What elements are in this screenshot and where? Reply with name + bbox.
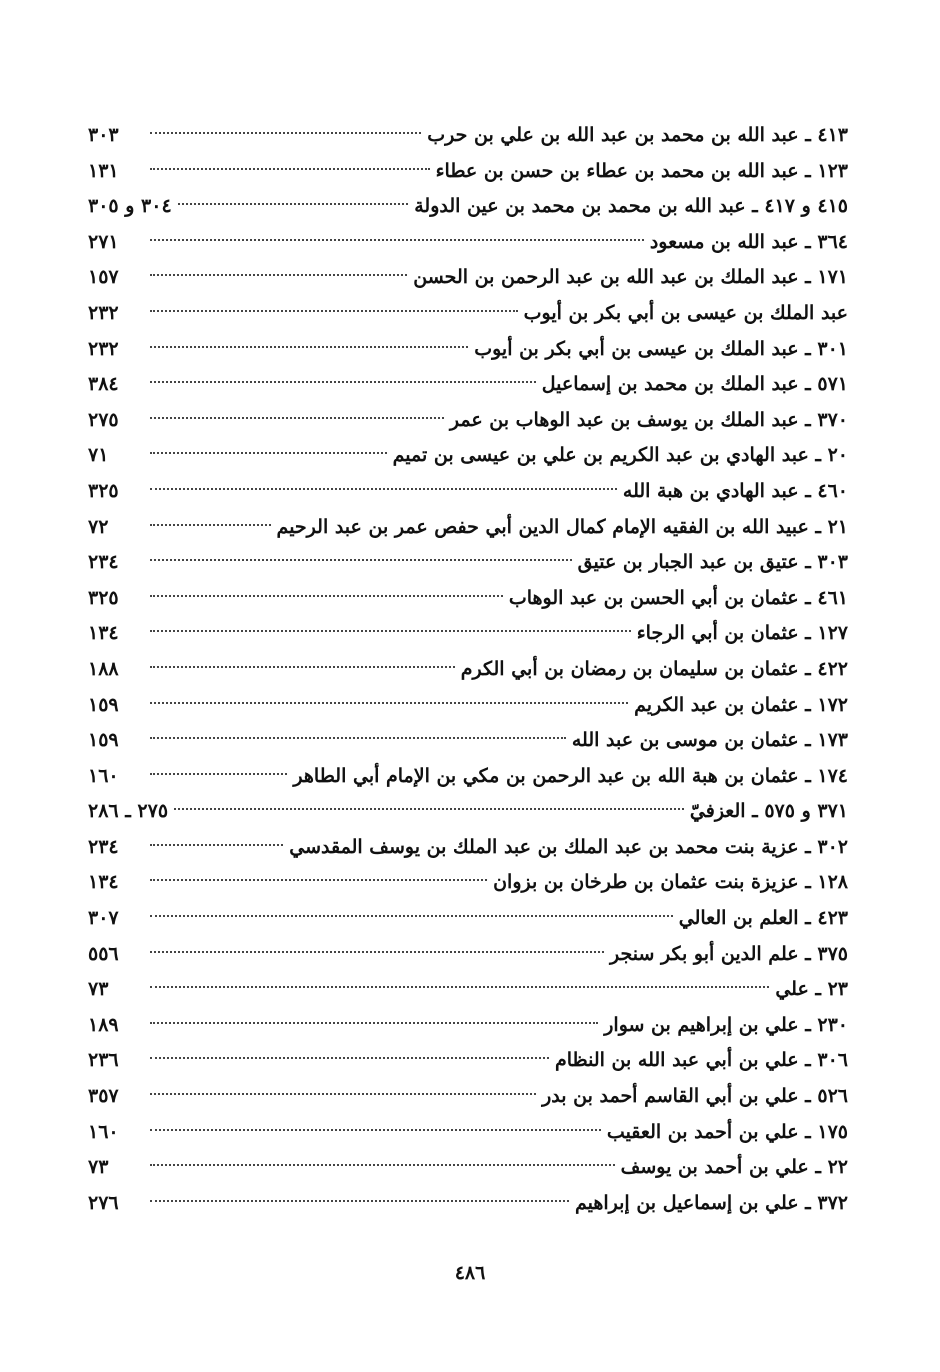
entry-page-ref: ٣٠٣ (88, 124, 119, 146)
entry-page-ref: ٢٣٤ (88, 835, 119, 858)
entry-name: ٣٧٢ ـ علي بن إسماعيل بن إبراهيم (574, 1191, 848, 1214)
entry-page-ref: ١٨٨ (88, 657, 119, 680)
index-entry (88, 688, 848, 724)
entry-page-ref: ٧٣ (88, 1156, 109, 1179)
entry-page-ref: ٢٣٢ (88, 337, 119, 360)
index-entry (88, 830, 848, 866)
entry-name: ١٧٥ ـ علي بن أحمد بن العقيب (606, 1120, 848, 1143)
entry-page-ref: ٢٧٥ (88, 408, 119, 431)
dot-leader (150, 381, 536, 383)
entry-name: ٤٦١ ـ عثمان بن أبي الحسن بن عبد الوهاب (508, 586, 848, 609)
dot-leader (150, 1129, 601, 1131)
entry-name: ١٢٨ ـ عزيزة بنت عثمان بن طرخان بن بزوان (493, 871, 848, 894)
entry-page-ref: ٧٢ (88, 515, 109, 538)
entry-page-ref: ٢٣٢ (88, 301, 119, 324)
index-entry (88, 332, 848, 368)
entry-page-ref: ٧٣ (88, 978, 109, 1001)
entry-name: ٤١٣ ـ عبد الله بن محمد بن عبد الله بن علي بن حرب (427, 124, 848, 146)
entry-page-ref: ٣٠٤ و ٣٠٥ (88, 195, 172, 218)
entry-page-ref: ٧١ (88, 444, 109, 467)
entry-page-ref: ٢٣٦ (88, 1049, 119, 1072)
dot-leader (150, 132, 421, 134)
index-entry (88, 474, 848, 510)
dot-leader (150, 737, 566, 739)
entry-page-ref: ٢٣٤ (88, 551, 119, 574)
dot-leader (174, 808, 684, 810)
entry-name: ٣٠١ ـ عبد الملك بن عيسى بن أبي بكر بن أيوب (474, 337, 848, 360)
index-entry (88, 972, 848, 1008)
entry-name: ٥٢٦ ـ علي بن أبي القاسم أحمد بن بدر (542, 1085, 848, 1108)
entry-name: ١٢٣ ـ عبد الله بن محمد بن عطاء بن حسن بن عطاء (435, 159, 848, 182)
index-entry (88, 545, 848, 581)
entry-name: ٢٠ ـ عبد الهادي بن عبد الكريم بن علي بن عيسى بن تميم (392, 444, 848, 467)
dot-leader (150, 1200, 569, 1202)
index-list (88, 118, 848, 1221)
index-entry (88, 723, 848, 759)
entry-page-ref: ١٥٩ (88, 729, 119, 752)
entry-page-ref: ١٣١ (88, 159, 119, 182)
index-entry (88, 794, 848, 830)
index-entry (88, 438, 848, 474)
entry-page-ref: ٢٧٥ ـ ٢٨٦ (88, 800, 169, 823)
dot-leader (150, 559, 572, 561)
index-entry (88, 1008, 848, 1044)
dot-leader (150, 274, 407, 276)
entry-name: ١٧١ ـ عبد الملك بن عبد الله بن عبد الرحمن بن الحسن (413, 266, 848, 289)
entry-page-ref: ٣٢٥ (88, 479, 119, 502)
index-entry (88, 260, 848, 296)
dot-leader (150, 239, 644, 241)
dot-leader (150, 915, 673, 917)
index-entry (88, 1115, 848, 1151)
entry-name: ٤٦٠ ـ عبد الهادي بن هبة الله (622, 479, 848, 502)
index-entry (88, 865, 848, 901)
dot-leader (150, 951, 604, 953)
dot-leader (150, 452, 387, 454)
entry-page-ref: ١٥٧ (88, 266, 119, 289)
entry-page-ref: ١٦٠ (88, 764, 119, 787)
dot-leader (178, 203, 409, 205)
entry-name: ١٢٧ ـ عثمان بن أبي الرجاء (636, 622, 848, 645)
entry-name: ١٧٣ ـ عثمان بن موسى بن عبد الله (571, 729, 848, 752)
dot-leader (150, 346, 468, 348)
dot-leader (150, 879, 487, 881)
dot-leader (150, 773, 287, 775)
entry-name: ٤٢٣ ـ العلم بن العالي (678, 907, 848, 930)
entry-name: ٣٧٠ ـ عبد الملك بن يوسف بن عبد الوهاب بن عمر (449, 408, 848, 431)
entry-name: ٢٣ ـ علي (775, 978, 848, 1001)
index-entry (88, 1043, 848, 1079)
entry-page-ref: ٢٧٦ (88, 1191, 119, 1214)
index-entry (88, 189, 848, 225)
index-entry (88, 1186, 848, 1222)
entry-page-ref: ١٣٤ (88, 871, 119, 894)
page-number: ٤٨٦ (454, 1262, 486, 1284)
dot-leader (150, 702, 628, 704)
dot-leader (150, 1093, 536, 1095)
entry-name: ٣٠٢ ـ عزية بنت محمد بن عبد الملك بن عبد الملك بن يوسف المقدسي (289, 835, 848, 858)
entry-name: ٢٢ ـ علي بن أحمد بن يوسف (620, 1156, 848, 1179)
entry-name: ٤٢٢ ـ عثمان بن سليمان بن رمضان بن أبي الكرم (460, 657, 848, 680)
dot-leader (150, 417, 444, 419)
entry-page-ref: ٣٠٧ (88, 907, 119, 930)
index-entry (88, 296, 848, 332)
dot-leader (150, 488, 617, 490)
entry-page-ref: ٣٨٤ (88, 373, 119, 396)
index-entry (88, 581, 848, 617)
index-entry (88, 652, 848, 688)
dot-leader (150, 168, 430, 170)
entry-page-ref: ٣٥٧ (88, 1085, 119, 1108)
entry-name: ٣٠٦ ـ علي بن أبي عبد الله بن النظام (554, 1049, 848, 1072)
index-entry (88, 1079, 848, 1115)
entry-page-ref: ٥٥٦ (88, 942, 119, 965)
entry-name: ٣٧٥ ـ علم الدين أبو بكر سنجر (610, 942, 848, 965)
entry-page-ref: ١٦٠ (88, 1120, 119, 1143)
entry-name: ٥٧١ ـ عبد الملك بن محمد بن إسماعيل (541, 373, 848, 396)
entry-name: ٢٣٠ ـ علي بن إبراهيم بن سوار (604, 1013, 848, 1036)
index-entry (88, 901, 848, 937)
entry-page-ref: ٢٧١ (88, 230, 119, 253)
dot-leader (150, 1164, 615, 1166)
index-entry (88, 759, 848, 795)
entry-name: عبد الملك بن عيسى بن أبي بكر بن أيوب (523, 301, 848, 324)
index-entry (88, 403, 848, 439)
index-entry (88, 616, 848, 652)
dot-leader (150, 844, 283, 846)
dot-leader (150, 1022, 598, 1024)
dot-leader (150, 666, 455, 668)
dot-leader (150, 986, 769, 988)
dot-leader (150, 630, 631, 632)
entry-page-ref: ٣٢٥ (88, 586, 119, 609)
index-entry (88, 1150, 848, 1186)
entry-name: ٤١٥ و ٤١٧ ـ عبد الله بن محمد بن محمد بن عين الدولة (414, 195, 848, 218)
entry-name: ٣٦٤ ـ عبد الله بن مسعود (649, 230, 848, 253)
index-entry (88, 367, 848, 403)
dot-leader (150, 524, 271, 526)
index-entry (88, 154, 848, 190)
index-entry (88, 118, 848, 154)
entry-name: ٣٠٣ ـ عتيق بن عبد الجبار بن عتيق (577, 551, 848, 574)
entry-page-ref: ١٣٤ (88, 622, 119, 645)
dot-leader (150, 1057, 549, 1059)
entry-name: ١٧٢ ـ عثمان بن عبد الكريم (634, 693, 848, 716)
dot-leader (150, 595, 503, 597)
dot-leader (150, 310, 518, 312)
index-entry (88, 225, 848, 261)
entry-page-ref: ١٥٩ (88, 693, 119, 716)
index-entry (88, 510, 848, 546)
entry-page-ref: ١٨٩ (88, 1013, 119, 1036)
entry-name: ١٧٤ ـ عثمان بن هبة الله بن عبد الرحمن بن مكي بن الإمام أبي الطاهر (293, 764, 848, 787)
index-entry (88, 937, 848, 973)
entry-name: ٢١ ـ عبيد الله بن الفقيه الإمام كمال الدين أبي حفص عمر بن عبد الرحيم (276, 515, 848, 538)
entry-name: ٣٧١ و ٥٧٥ ـ العزفيّ (689, 800, 848, 823)
